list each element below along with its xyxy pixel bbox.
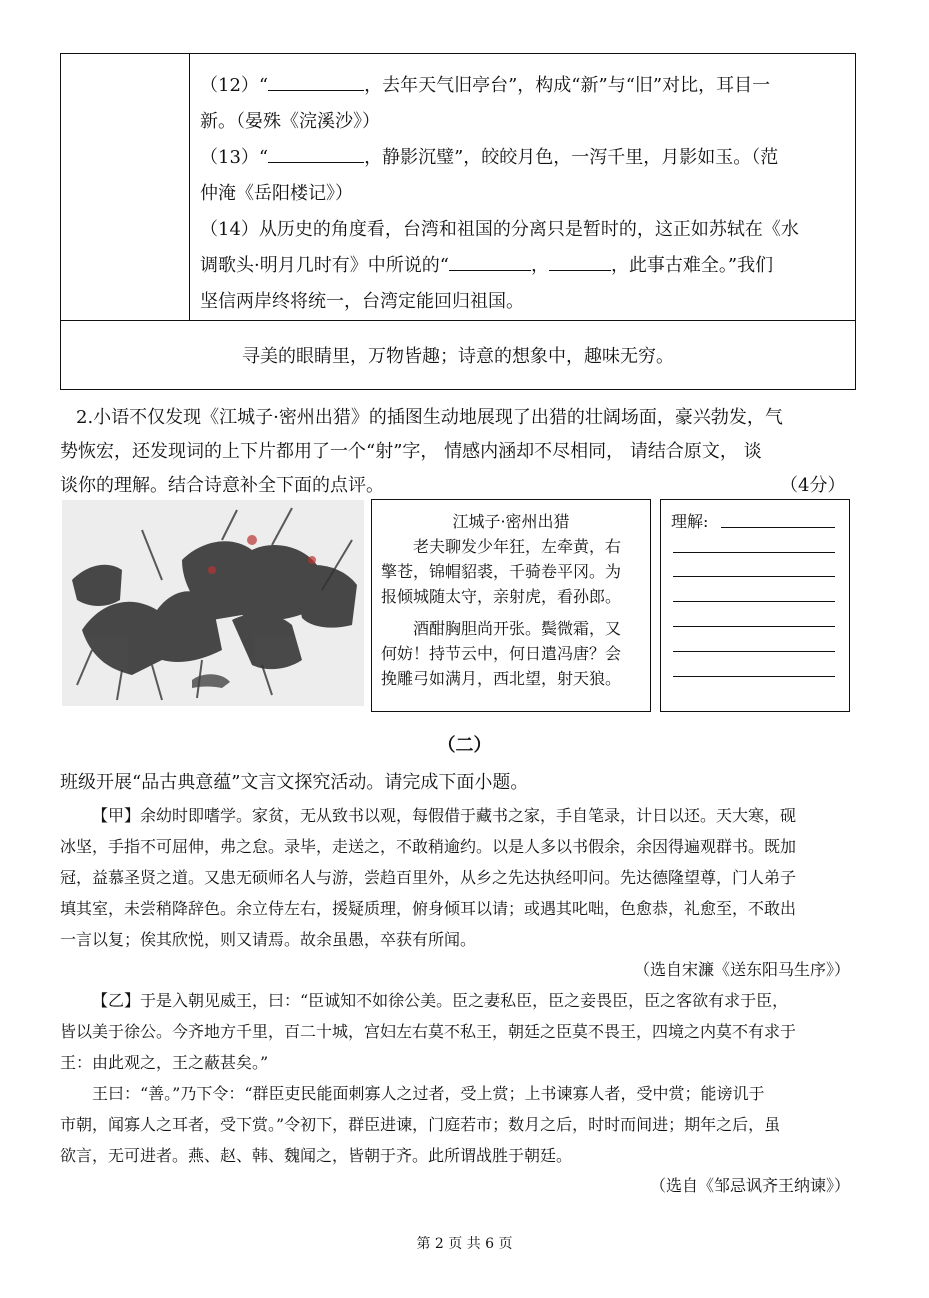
q14-answer-blank-1[interactable] — [449, 252, 531, 271]
q2-line2: 势恢宏，还发现词的上下片都用了一个“射”字， 情感内涵却不尽相同， 请结合原文， 谈 — [60, 441, 762, 462]
q13-line1: （13）“ ，静影沉璧”，皎皎月色，一泻千里，月影如玉。（范 — [200, 140, 778, 176]
q13-answer-blank[interactable] — [268, 144, 364, 163]
yi-line-5: 市朝，闻寡人之耳者，受下赏。”令初下，群臣进谏，门庭若市；数月之后，时时而间进；期年之后，虽 — [60, 1115, 781, 1134]
jia-line-3: 冠，益慕圣贤之道。又患无硕师名人与游，尝趋百里外，从乡之先达执经叩问。先达德隆望尊，门人弟子 — [60, 868, 797, 887]
jia-line-1: 【甲】余幼时即嗜学。家贫，无从致书以观，每假借于藏书之家，手自笔录，计日以还。天大寒，砚 — [92, 806, 797, 825]
q14-line2: 调歌头·明月几时有》中所说的“ ， ，此事古难全。”我们 — [200, 248, 773, 284]
jia-line-4: 填其室，未尝稍降辞色。余立侍左右，援疑质理，俯身倾耳以请；或遇其叱咄，色愈恭，礼愈至，不敢出 — [60, 899, 797, 918]
page-footer: 第 2 页 共 6 页 — [416, 1236, 513, 1252]
yi-line-6: 欲言，无可进者。燕、赵、韩、魏闻之，皆朝于齐。此所谓战胜于朝廷。 — [60, 1146, 573, 1165]
answer-box[interactable] — [660, 499, 850, 712]
section-intro: 班级开展“品古典意蕴”文言文探究活动。请完成下面小题。 — [60, 772, 529, 793]
table-row-divider — [60, 320, 856, 321]
q14-answer-blank-2[interactable] — [549, 252, 611, 271]
poem-line-6: 挽雕弓如满月，西北望，射天狼。 — [381, 669, 622, 688]
yi-line-1: 【乙】于是入朝见威王，曰：“臣诚知不如徐公美。臣之妻私臣，臣之妾畏臣，臣之客欲有求于臣， — [92, 991, 789, 1010]
jia-source: （选自宋濂《送东阳马生序》） — [633, 960, 850, 979]
answer-line-1 — [721, 527, 835, 528]
answer-line-2 — [673, 552, 835, 553]
poem-line-3: 报倾城随太守，亲射虎，看孙郎。 — [381, 587, 622, 606]
table-col-divider — [189, 53, 190, 321]
answer-line-5 — [673, 626, 835, 627]
yi-source: （选自《邹忌讽齐王纳谏》） — [649, 1176, 850, 1195]
yi-line-2: 皆以美于徐公。今齐地方千里，百二十城，宫妇左右莫不私王，朝廷之臣莫不畏王，四境之内莫不有求于 — [60, 1022, 797, 1041]
q2-line1: 2.小语不仅发现《江城子·密州出猎》的插图生动地展现了出猎的壮阔场面，豪兴勃发，气 — [76, 407, 783, 428]
poem-line-4: 酒酣胸胆尚开张。鬓微霜，又 — [413, 619, 622, 638]
q12-line1: （12）“ ，去年天气旧亭台”，构成“新”与“旧”对比，耳目一 — [200, 68, 770, 104]
answer-line-6 — [673, 651, 835, 652]
answer-line-4 — [673, 601, 835, 602]
poem-line-5: 何妨！持节云中，何日遣冯唐？会 — [381, 644, 622, 663]
poem-title: 江城子·密州出猎 — [452, 512, 570, 531]
q12-line2: 新。（晏殊《浣溪沙》） — [200, 111, 380, 132]
hunting-illustration — [62, 500, 364, 706]
answer-label: 理解: — [671, 512, 709, 531]
section-heading: （二） — [437, 735, 492, 756]
q12-answer-blank[interactable] — [268, 72, 364, 91]
hunting-illustration-svg — [62, 500, 364, 706]
yi-line-4: 王曰：“善。”乃下令：“群臣吏民能面刺寡人之过者，受上赏；上书谏寡人者，受中赏；能谤讥于 — [92, 1084, 765, 1103]
answer-line-3 — [673, 576, 835, 577]
poem-line-2: 擎苍，锦帽貂裘，千骑卷平冈。为 — [381, 562, 622, 581]
q2-line3: 谈你的理解。结合诗意补全下面的点评。 — [60, 475, 384, 496]
table-footer-text: 寻美的眼睛里，万物皆趣；诗意的想象中，趣味无穷。 — [242, 346, 674, 367]
poem-line-1: 老夫聊发少年狂，左牵黄，右 — [413, 537, 622, 556]
q13-line2: 仲淹《岳阳楼记》） — [200, 183, 353, 204]
q14-line3: 坚信两岸终将统一，台湾定能回归祖国。 — [200, 291, 524, 312]
jia-line-5: 一言以复；俟其欣悦，则又请焉。故余虽愚，卒获有所闻。 — [60, 930, 477, 949]
jia-line-2: 冰坚，手指不可屈伸，弗之怠。录毕，走送之，不敢稍逾约。以是人多以书假余，余因得遍观群书。既加 — [60, 837, 797, 856]
answer-line-7 — [673, 676, 835, 677]
yi-line-3: 王：由此观之，王之蔽甚矣。” — [60, 1053, 269, 1072]
q2-score: （4分） — [780, 475, 846, 496]
q14-line1: （14）从历史的角度看，台湾和祖国的分离只是暂时的，这正如苏轼在《水 — [200, 219, 799, 240]
